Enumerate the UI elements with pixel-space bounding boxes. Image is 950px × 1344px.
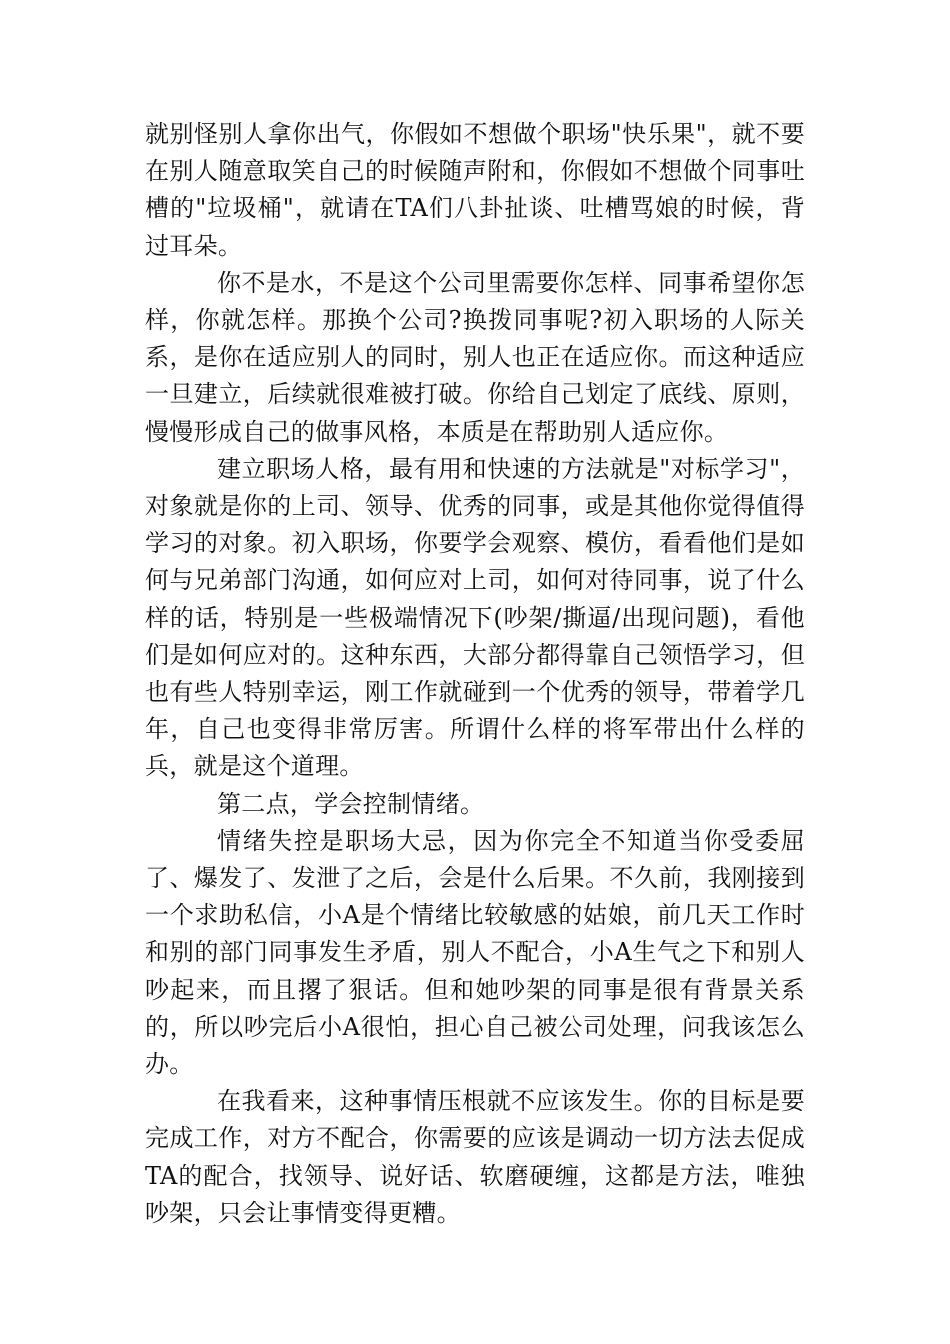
paragraph-2: 你不是水，不是这个公司里需要你怎样、同事希望你怎样，你就怎样。那换个公司?换拨同事呢?初入职场的人际关系，是你在适应别人的同时，别人也正在适应你。而这种适应一旦建立，后续就很难被打破。你给自己划定了底线、原则，慢慢形成自己的做事风格，本质是在帮助别人适应你。 xyxy=(145,268,805,446)
section-heading-second-point: 第二点，学会控制情绪。 xyxy=(217,789,485,818)
paragraph-3: 建立职场人格，最有用和快速的方法就是"对标学习"，对象就是你的上司、领导、优秀的同事，或是其他你觉得值得学习的对象。初入职场，你要学会观察、模仿，看看他们是如何与兄弟部门沟通，如何应对上司，如何对待同事，说了什么样的话，特别是一些极端情况下(吵架/撕逼/出现问题)，看他们是如何应对的。这种东西，大部分都得靠自己领悟学习，但也有些人特别幸运，刚工作就碰到一个优秀的领导，带着学几年，自己也变得非常厉害。所谓什么样的将军带出什么样的兵，就是这个道理。 xyxy=(145,454,805,781)
paragraph-5: 情绪失控是职场大忌，因为你完全不知道当你受委屈了、爆发了、发泄了之后，会是什么后果。不久前，我刚接到一个求助私信，小A是个情绪比较敏感的姑娘，前几天工作时和别的部门同事发生矛盾，别人不配合，小A生气之下和别人吵起来，而且撂了狠话。但和她吵架的同事是很有背景关系的，所以吵完后小A很怕，担心自己被公司处理，问我该怎么办。 xyxy=(145,826,805,1079)
paragraph-1: 就别怪别人拿你出气，你假如不想做个职场"快乐果"，就不要在别人随意取笑自己的时候随声附和，你假如不想做个同事吐槽的"垃圾桶"，就请在TA们八卦扯谈、吐槽骂娘的时候，背过耳朵。 xyxy=(145,120,805,260)
paragraph-6: 在我看来，这种事情压根就不应该发生。你的目标是要完成工作，对方不配合，你需要的应该是调动一切方法去促成TA的配合，找领导、说好话、软磨硬缠，这都是方法，唯独吵架，只会让事情变得更糟。 xyxy=(145,1087,805,1227)
document-body xyxy=(145,116,805,1232)
